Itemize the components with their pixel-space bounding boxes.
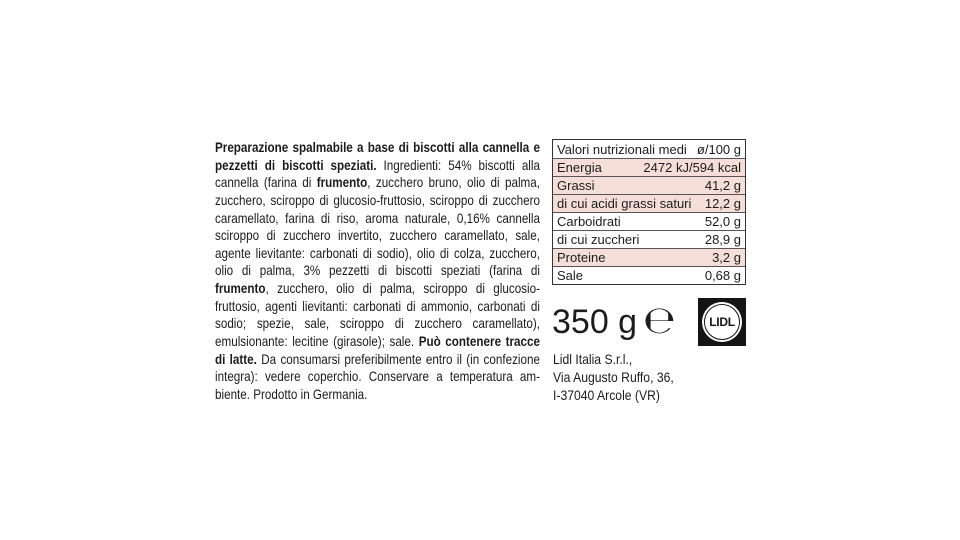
address-line: Lidl Italia S.r.l., <box>553 351 633 367</box>
logo-circle <box>702 302 742 342</box>
ingredients-line <box>215 351 540 369</box>
net-quantity <box>552 300 676 340</box>
nutrition-row-saturated-fat <box>553 194 745 212</box>
text-segment: Ingredienti: 54% biscotti alla <box>376 156 540 173</box>
ingredients-line <box>215 174 540 192</box>
text-segment: integra): vedere coperchio. Conservare a temperatura am- <box>215 368 540 385</box>
ingredients-line <box>215 210 540 228</box>
ingredients-line <box>215 139 540 157</box>
lidl-logo-icon <box>698 298 746 346</box>
address-line: Via Augusto Ruffo, 36, <box>553 369 674 385</box>
text-segment: olio di palma, 3% pezzetti di biscotti speziati (farina di <box>215 262 540 279</box>
nutrient-name: Grassi <box>557 178 595 193</box>
text-segment: caramellato, farina di riso, aroma naturale, 0,16% cannella <box>215 209 540 226</box>
text-segment: sciroppo di zucchero invertito, zucchero caramellato, sale, <box>215 227 540 244</box>
ingredients-line <box>215 245 540 263</box>
product-name-bold: pezzetti di biscotti speziati. <box>215 156 377 173</box>
text-segment: Da consumarsi preferibilmente entro il (in confezione <box>256 350 540 367</box>
nutrient-name: Sale <box>557 268 584 283</box>
nutrition-header-per: ø/100 g <box>696 141 741 157</box>
logo-text: LIDL <box>709 315 735 329</box>
text-segment: biente. Prodotto in Germania. <box>215 385 368 402</box>
nutrition-row-energy <box>553 158 745 176</box>
manufacturer-address <box>553 350 701 404</box>
text-segment: sodio; spezie, sale, sciroppo di zucchero caramellato), <box>215 315 540 332</box>
nutrient-name: di cui zuccheri <box>557 232 640 247</box>
net-quantity-amount: 350 g <box>552 303 638 341</box>
ingredients-line <box>215 315 540 333</box>
nutrient-value: 0,68 g <box>704 268 741 283</box>
ingredients-line <box>215 386 540 404</box>
ingredients-line <box>215 227 540 245</box>
text-segment: fruttosio, agenti lievitanti: carbonati di ammonio, carbonati di <box>215 297 540 314</box>
nutrition-header-row <box>553 140 745 158</box>
nutrition-row-salt <box>553 266 745 284</box>
nutrient-value: 3,2 g <box>712 250 741 265</box>
ingredients-line <box>215 157 540 175</box>
ingredients-line <box>215 280 540 298</box>
nutrient-value: 28,9 g <box>704 232 741 247</box>
text-segment: , zucchero, olio di palma, sciroppo di glucosio- <box>265 280 540 297</box>
nutrient-name: Proteine <box>557 250 606 265</box>
nutrient-value: 41,2 g <box>704 178 741 193</box>
allergen-warning-bold: Può contenere tracce <box>418 333 540 350</box>
nutrient-value: 12,2 g <box>704 196 741 211</box>
ingredients-line <box>215 298 540 316</box>
allergen-warning-bold: di latte. <box>215 350 257 367</box>
text-segment: , zucchero bruno, olio di palma, <box>367 174 540 191</box>
nutrition-row-fat <box>553 176 745 194</box>
ingredients-line <box>215 333 540 351</box>
address-line: I-37040 Arcole (VR) <box>553 387 660 403</box>
ingredients-line <box>215 368 540 386</box>
text-segment: cannella (farina di <box>215 174 317 191</box>
text-segment: agente lievitante: carbonati di sodio), olio di colza, zucchero, <box>215 244 540 261</box>
nutrient-value: 2472 kJ/594 kcal <box>643 160 741 175</box>
nutrient-name: Carboidrati <box>557 214 621 229</box>
nutrient-name: Energia <box>557 160 602 175</box>
ingredients-panel <box>215 139 540 404</box>
nutrient-name: di cui acidi grassi saturi <box>557 196 692 211</box>
ingredients-line <box>215 192 540 210</box>
nutrition-row-protein <box>553 248 745 266</box>
nutrient-value: 52,0 g <box>704 214 741 229</box>
estimated-sign-icon: ℮ <box>643 298 676 342</box>
ingredients-line <box>215 262 540 280</box>
text-segment: emulsionante: lecitine (girasole); sale. <box>215 333 419 350</box>
allergen-bold: frumento <box>215 280 266 297</box>
allergen-bold: frumento <box>316 174 368 191</box>
nutrition-row-carbohydrates <box>553 212 745 230</box>
nutrition-row-sugars <box>553 230 745 248</box>
product-name-bold: Preparazione spalmabile a base di biscotti alla cannella e <box>215 139 540 155</box>
text-segment: zucchero, sciroppo di glucosio-fruttosio, sciroppo di zucchero <box>215 191 540 208</box>
nutrition-table <box>552 139 746 285</box>
nutrition-header-label: Valori nutrizionali medi <box>557 141 687 157</box>
